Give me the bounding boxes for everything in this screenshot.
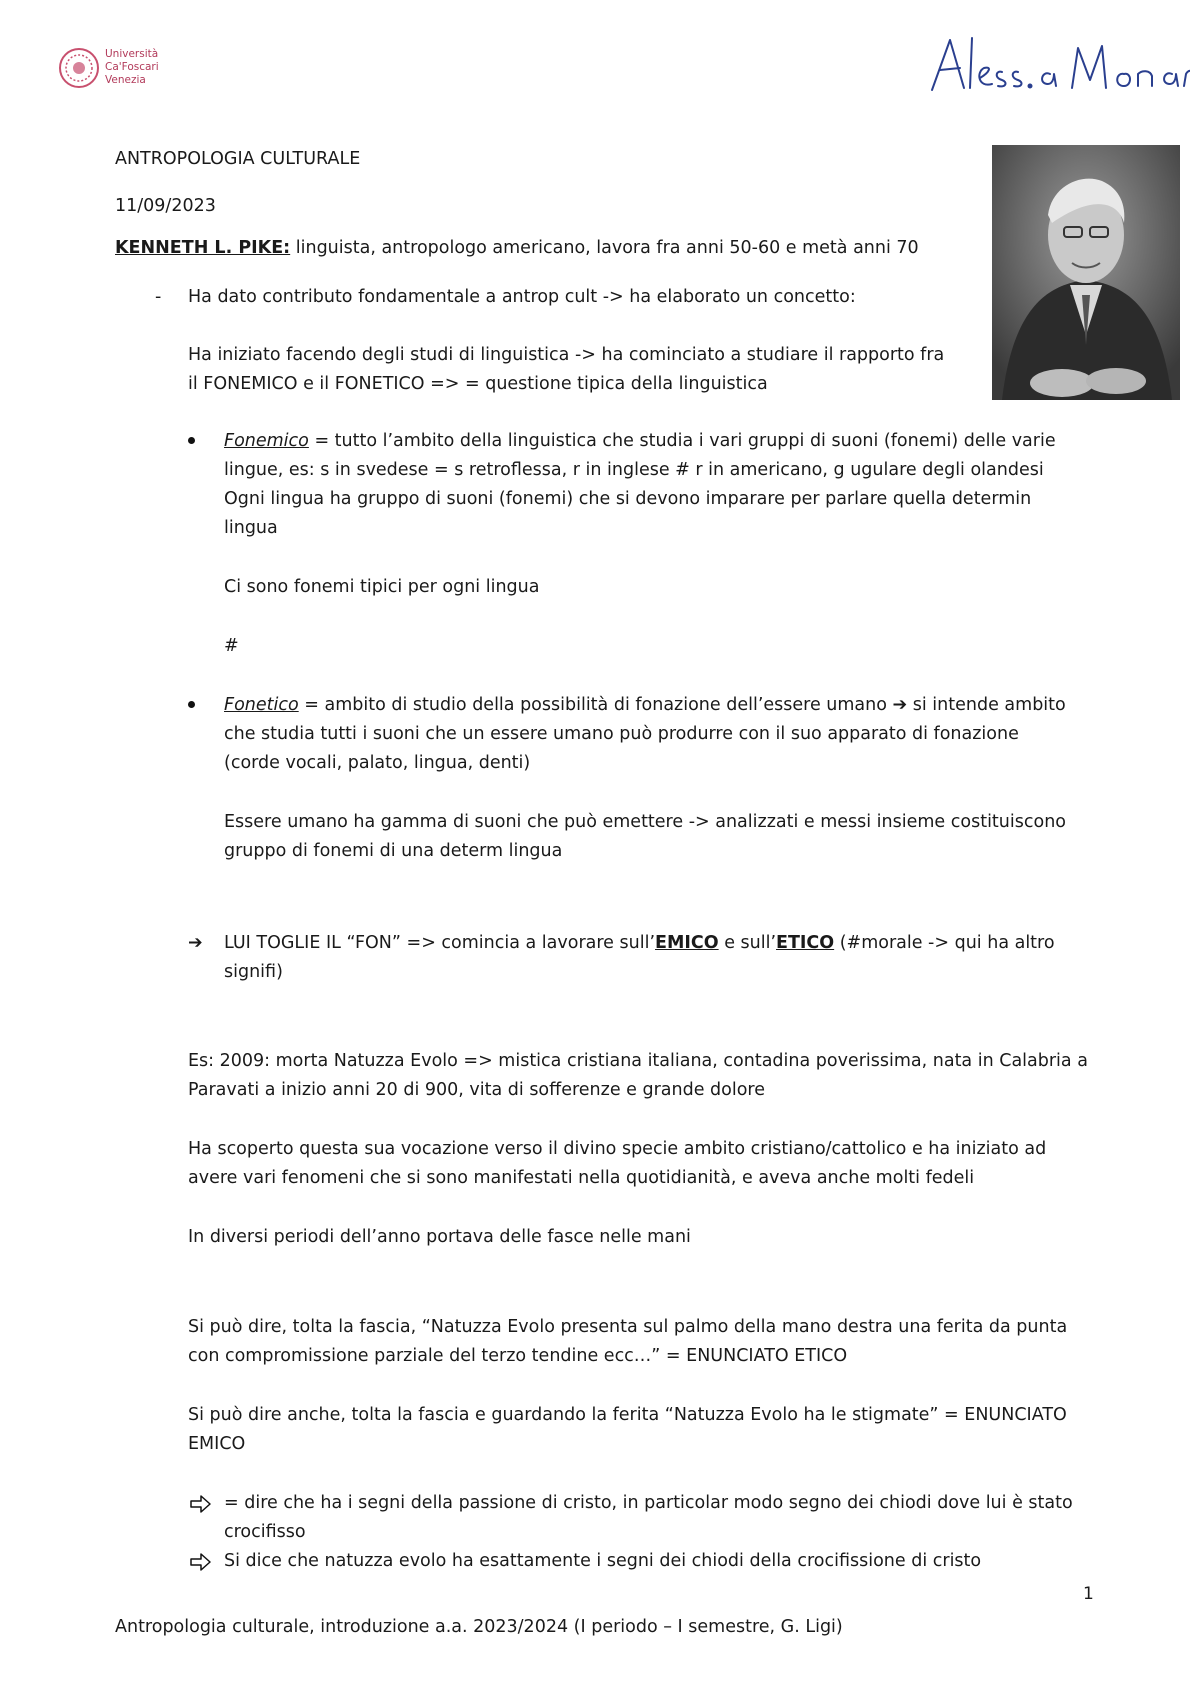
bullet-dot-icon <box>188 437 195 444</box>
si1-line2: con compromissione parziale del terzo tendine ecc…” = ENUNCIATO ETICO <box>188 1346 848 1366</box>
university-logo <box>57 46 167 92</box>
fonetico-def-cont: si intende ambito <box>907 695 1066 715</box>
fonetico-term: Fonetico <box>224 695 299 715</box>
lui-line1 <box>224 929 1055 958</box>
para1-line2: il FONEMICO e il FONETICO => = questione tipica della linguistica <box>188 374 768 394</box>
fonemico-hash: # <box>224 636 239 656</box>
es-line2: Paravati a inizio anni 20 di 900, vita di sofferenze e grande dolore <box>188 1080 765 1100</box>
fonemico-line5: Ci sono fonemi tipici per ogni lingua <box>224 577 540 597</box>
fonetico-line2: che studia tutti i suoni che un essere umano può produrre con il suo apparato di fonazione <box>224 724 1019 744</box>
fonemico-term: Fonemico <box>224 431 309 451</box>
logo-text: Università Ca'Foscari Venezia <box>105 48 159 86</box>
ha-line2: avere vari fenomeni che si sono manifestati nella quotidianità, e aveva anche molti fedeli <box>188 1168 975 1188</box>
intro-name: KENNETH L. PIKE: <box>115 238 291 258</box>
lui-text-c: (#morale -> qui ha altro <box>834 933 1055 953</box>
intro-line <box>115 234 919 263</box>
fonemico-line2: lingue, es: s in svedese = s retroflessa, r in inglese # r in americano, g ugulare degli olandesi <box>224 460 1044 480</box>
fonetico-def: = ambito di studio della possibilità di fonazione dell’essere umano <box>298 695 893 715</box>
in-line1: In diversi periodi dell’anno portava delle fasce nelle mani <box>188 1227 691 1247</box>
si2-line1: Si può dire anche, tolta la fascia e guardando la ferita “Natuzza Evolo ha le stigmate” = ENUNCIATO <box>188 1405 1067 1425</box>
doc-date: 11/09/2023 <box>115 196 216 216</box>
lui-line2: signifi) <box>224 962 283 982</box>
fonemico-line3: Ogni lingua ha gruppo di suoni (fonemi) che si devono imparare per parlare quella determin <box>224 489 1032 509</box>
fonetico-line5: gruppo di fonemi di una determ lingua <box>224 841 563 861</box>
portrait-photo <box>992 145 1180 400</box>
si2-line2: EMICO <box>188 1434 246 1454</box>
fonetico-line3: (corde vocali, palato, lingua, denti) <box>224 753 531 773</box>
outline-arrow-icon <box>190 1495 212 1513</box>
lui-text-a: LUI TOGLIE IL “FON” => comincia a lavorare sull’ <box>224 933 656 953</box>
bold-arrow-icon: ➔ <box>188 933 203 953</box>
arrow-item1-line2: crocifisso <box>224 1522 306 1542</box>
fonemico-line1 <box>224 427 1056 456</box>
arrow-item1-line1: = dire che ha i segni della passione di cristo, in particolar modo segno dei chiodi dove lui è stato <box>224 1493 1073 1513</box>
bullet-dot-icon <box>188 701 195 708</box>
handwritten-signature <box>920 28 1190 108</box>
fonemico-line4: lingua <box>224 518 278 538</box>
emico-term: EMICO <box>655 933 719 953</box>
etico-term: ETICO <box>776 933 835 953</box>
fonetico-line4: Essere umano ha gamma di suoni che può emettere -> analizzati e messi insieme costituiscono <box>224 812 1066 832</box>
page-number: 1 <box>1083 1584 1094 1604</box>
fonetico-line1 <box>224 691 1066 720</box>
outline-arrow-icon <box>190 1553 212 1571</box>
arrow-item2-line1: Si dice che natuzza evolo ha esattamente i segni dei chiodi della crocifissione di cristo <box>224 1551 982 1571</box>
lui-text-b: e sull’ <box>718 933 777 953</box>
intro-rest: linguista, antropologo americano, lavora fra anni 50-60 e metà anni 70 <box>290 238 919 258</box>
right-arrow-icon: ➔ <box>892 695 908 715</box>
dash-item: Ha dato contributo fondamentale a antrop cult -> ha elaborato un concetto: <box>188 287 856 307</box>
logo-emblem-icon <box>57 46 101 90</box>
dash-marker: - <box>155 287 162 307</box>
para1-line1: Ha iniziato facendo degli studi di linguistica -> ha cominciato a studiare il rapporto fra <box>188 345 945 365</box>
es-line1: Es: 2009: morta Natuzza Evolo => mistica cristiana italiana, contadina poverissima, nata in Calabria a <box>188 1051 1088 1071</box>
si1-line1: Si può dire, tolta la fascia, “Natuzza Evolo presenta sul palmo della mano destra una ferita da punta <box>188 1317 1068 1337</box>
doc-title: ANTROPOLOGIA CULTURALE <box>115 149 361 169</box>
page-footer: Antropologia culturale, introduzione a.a. 2023/2024 (I periodo – I semestre, G. Ligi) <box>115 1617 843 1637</box>
fonemico-def: = tutto l’ambito della linguistica che studia i vari gruppi di suoni (fonemi) delle varie <box>308 431 1056 451</box>
ha-line1: Ha scoperto questa sua vocazione verso il divino specie ambito cristiano/cattolico e ha iniziato ad <box>188 1139 1047 1159</box>
